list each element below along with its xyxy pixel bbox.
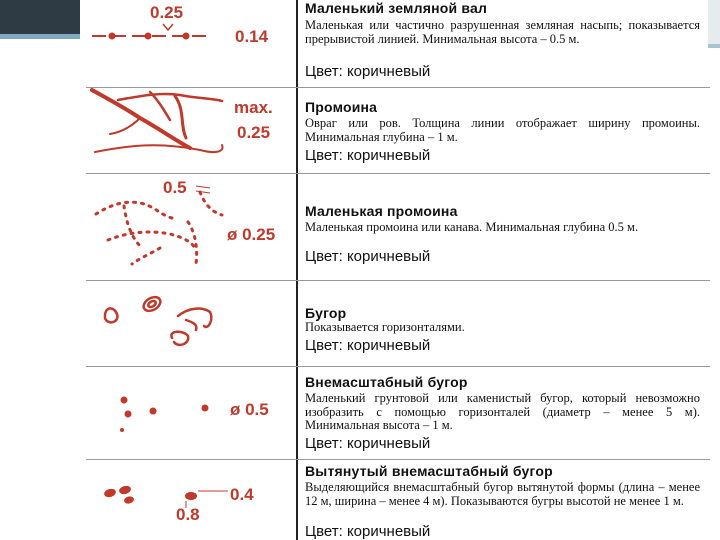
earth-wall-symbol [92, 24, 206, 39]
symbol-title: Промоина [305, 99, 378, 115]
symbol-color: Цвет: коричневый [305, 63, 431, 80]
symbol-color: Цвет: коричневый [305, 248, 431, 265]
symbol-description: Овраг или ров. Толщина линии отображает ширину промоины. Минимальная глубина – 1 м. [305, 116, 700, 144]
symbol-color: Цвет: коричневый [305, 523, 431, 540]
gully-symbol [92, 90, 223, 152]
symbol-description: Маленький грунтовой или каменистый бугор, который невозможно изобразить с помощью горизонталей (диаметр – менее 5 м). Минимальная высота – 1 м. [305, 391, 700, 432]
symbol-title: Бугор [305, 305, 347, 321]
dimension-label: 0.25 [150, 3, 184, 22]
dimension-label: ø 0.5 [230, 400, 269, 419]
symbol-color: Цвет: коричневый [305, 435, 431, 452]
symbol-title: Внемасштабный бугор [305, 374, 468, 390]
symbol-title: Маленький земляной вал [305, 0, 488, 16]
symbol-title: Вытянутый внемасштабный бугор [305, 463, 553, 479]
dimension-label: 0.5 [163, 178, 187, 197]
symbol-title: Маленькая промоина [305, 203, 458, 219]
small-knoll-symbol [120, 397, 209, 433]
dimension-label: 0.4 [230, 485, 254, 504]
dimension-label: 0.14 [235, 27, 269, 46]
symbol-color: Цвет: коричневый [305, 147, 431, 164]
dimension-label: max. [234, 98, 273, 117]
small-gully-symbol [96, 192, 222, 264]
dimension-label: ø 0.25 [227, 225, 276, 244]
symbol-description: Показывается горизонталями. [305, 320, 465, 334]
symbol-color: Цвет: коричневый [305, 337, 431, 354]
symbol-description: Маленькая или частично разрушенная земляная насыпь; показывается прерывистой линией. Минимальная высота – 0.5 м. [305, 18, 700, 46]
elongated-knoll-symbol [103, 485, 197, 505]
symbol-description: Маленькая промоина или канава. Минимальная глубина 0.5 м. [305, 220, 639, 234]
dimension-label: 0.8 [176, 505, 200, 524]
symbol-description: Выделяющийся внемасштабный бугор вытянутой формы (длина – менее 12 м, ширина – менее 4 м). Показываются бугры высотой не менее 1 м. [305, 480, 700, 508]
dimension-label: 0.25 [237, 123, 271, 142]
knoll-symbol [105, 294, 211, 345]
